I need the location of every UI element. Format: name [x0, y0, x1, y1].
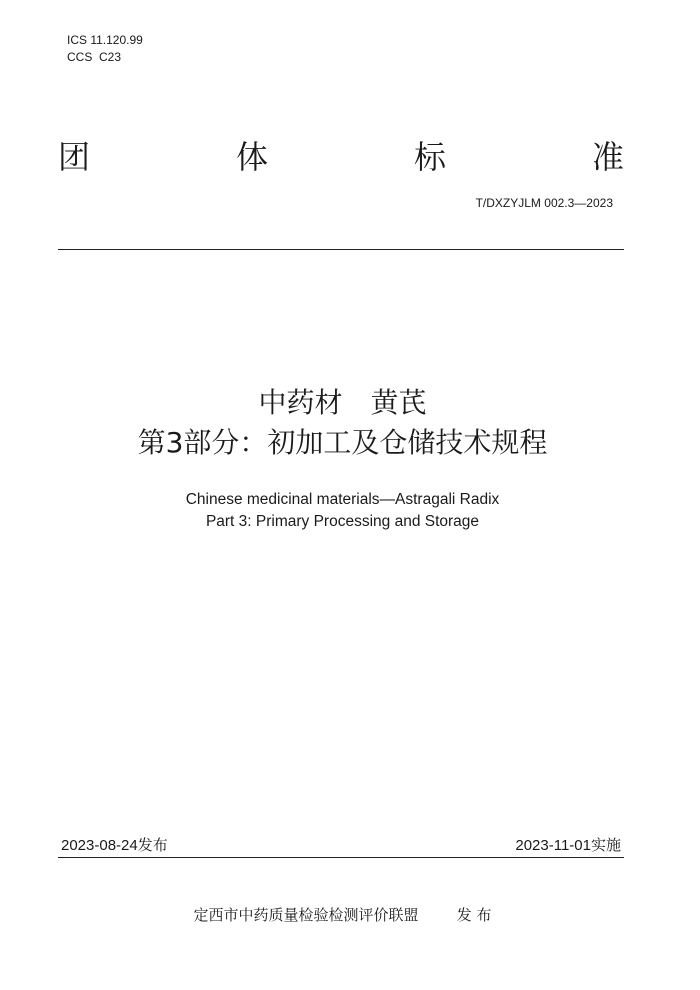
- standard-type-char-1: 团: [58, 138, 91, 176]
- publisher-action: 发 布: [456, 906, 492, 924]
- implementation-date: 2023-11-01实施: [515, 837, 621, 854]
- standard-type-char-2: 体: [235, 138, 268, 176]
- issue-date: 2023-08-24发布: [61, 837, 168, 854]
- ics-code: ICS 11.120.99: [67, 33, 143, 47]
- standard-type-char-4: 准: [591, 138, 624, 176]
- title-en-line-1: Chinese medicinal materials—Astragali Radix: [185, 491, 500, 508]
- standard-type-heading: [58, 130, 624, 180]
- bottom-divider: [58, 857, 624, 858]
- title-cn-line-1: 中药材 黄芪: [258, 386, 427, 419]
- title-cn-line-2: 第3部分：初加工及仓储技术规程: [137, 426, 548, 459]
- classification-codes: [67, 32, 143, 66]
- publisher-name: 定西市中药质量检验检测评价联盟: [193, 906, 419, 924]
- ccs-code: CCS C23: [67, 50, 122, 64]
- top-divider: [58, 249, 624, 250]
- standard-type-char-3: 标: [413, 138, 446, 176]
- title-en-line-2: Part 3: Primary Processing and Storage: [205, 513, 480, 530]
- standard-number: T/DXZYJLM 002.3—2023: [475, 196, 613, 210]
- publisher-line: [0, 904, 685, 925]
